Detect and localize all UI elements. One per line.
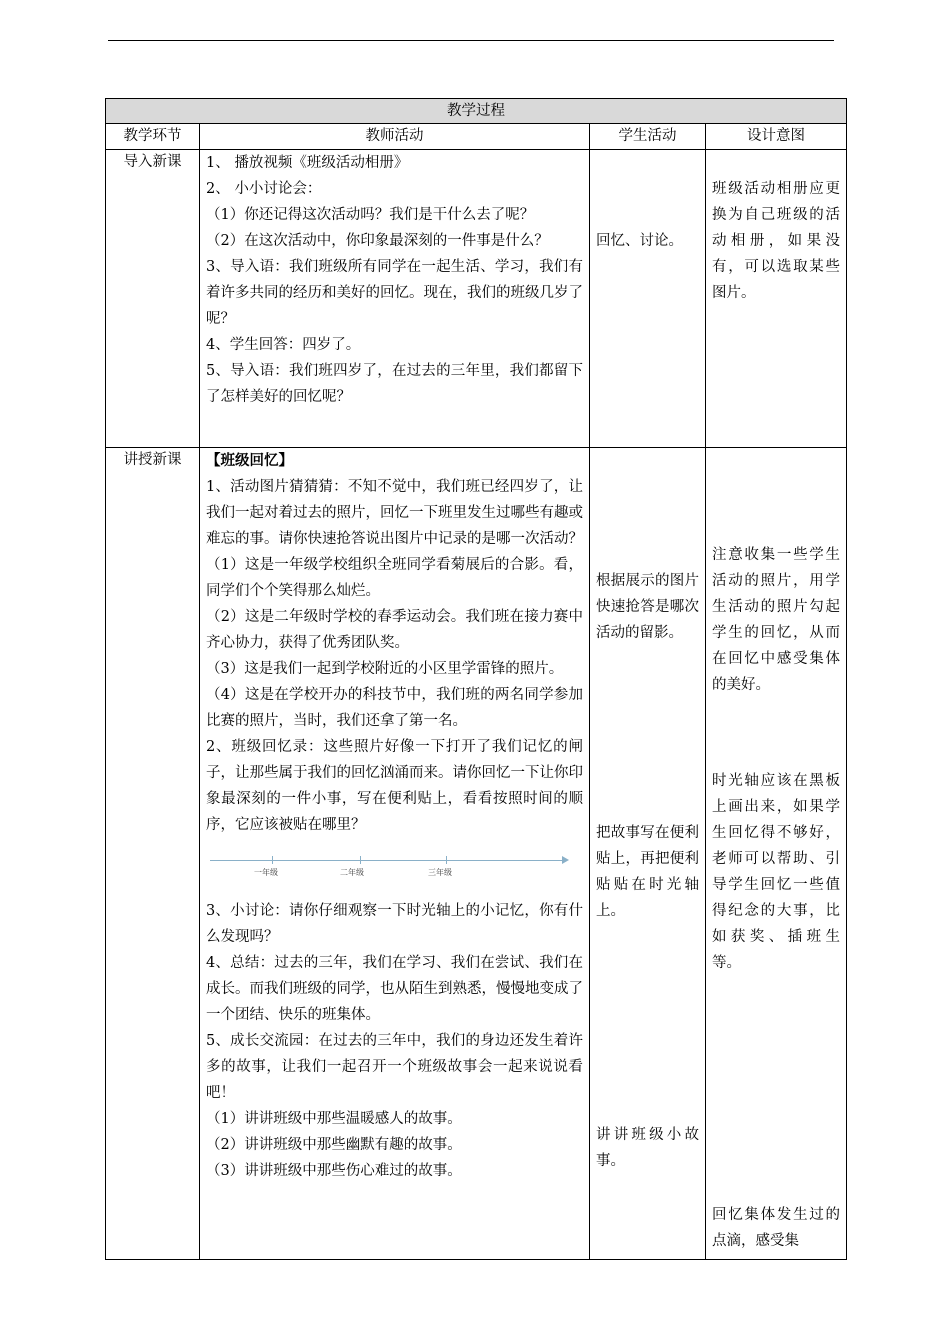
lesson-design-1: 注意收集一些学生活动的照片，用学生活动的照片勾起学生的回忆，从而在回忆中感受集体的美好。 xyxy=(712,547,840,693)
story-topic-2: （2）讲讲班级中那些幽默有趣的故事。 xyxy=(206,1137,462,1153)
timeline-axis xyxy=(210,860,566,861)
stage-intro: 导入新课 xyxy=(106,150,200,448)
lesson-student-1: 根据展示的图片快速抢答是哪次活动的留影。 xyxy=(596,573,699,641)
intro-step-5: 5、导入语：我们班四岁了，在过去的三年里，我们都留下了怎样美好的回忆呢？ xyxy=(206,363,583,405)
teacher-activity-lesson xyxy=(200,448,590,1260)
intro-step-2: 2、 小小讨论会： xyxy=(206,181,322,197)
lesson-photo-2: （2）这是二年级时学校的春季运动会。我们班在接力赛中齐心协力，获得了优秀团队奖。 xyxy=(206,609,583,651)
teaching-process-table xyxy=(105,98,847,1260)
timeline-image xyxy=(210,846,574,892)
table-row-lesson xyxy=(106,448,847,1260)
intro-question-2: （2）在这次活动中，你印象最深刻的一件事是什么？ xyxy=(206,233,549,249)
student-activity-intro xyxy=(590,150,706,448)
lesson-design-3: 回忆集体发生过的点滴，感受集 xyxy=(712,1207,840,1249)
lesson-design-2: 时光轴应该在黑板上画出来，如果学生回忆得不够好，老师可以帮助、引导学生回忆一些值得纪念的大事，比如获奖、插班生等。 xyxy=(712,773,840,971)
timeline-tick xyxy=(272,856,273,864)
timeline-label-grade3: 三年级 xyxy=(428,868,452,877)
section-title: 【班级回忆】 xyxy=(206,452,293,469)
design-intent-lesson xyxy=(706,448,847,1260)
timeline-tick xyxy=(446,856,447,864)
table-row-intro xyxy=(106,150,847,448)
table-header-row xyxy=(106,124,847,150)
timeline-label-grade1: 一年级 xyxy=(254,868,278,877)
header-stage: 教学环节 xyxy=(106,124,200,150)
stage-lesson: 讲授新课 xyxy=(106,448,200,1260)
header-design-intent: 设计意图 xyxy=(706,124,847,150)
teacher-activity-intro xyxy=(200,150,590,448)
header-teacher-activity: 教师活动 xyxy=(200,124,590,150)
lesson-step-5: 5、成长交流园：在过去的三年中，我们的身边还发生着许多的故事，让我们一起召开一个班级故事会一起来说说看吧！ xyxy=(206,1033,583,1101)
table-title: 教学过程 xyxy=(106,99,847,124)
design-intent-intro xyxy=(706,150,847,448)
lesson-photo-1: （1）这是一年级学校组织全班同学看菊展后的合影。看，同学们个个笑得那么灿烂。 xyxy=(206,557,583,599)
lesson-student-2: 把故事写在便利贴上，再把便利贴贴在时光轴上。 xyxy=(596,825,699,919)
table-title-row xyxy=(106,99,847,124)
timeline-label-grade2: 二年级 xyxy=(340,868,364,877)
story-topic-1: （1）讲讲班级中那些温暖感人的故事。 xyxy=(206,1111,462,1127)
lesson-photo-3: （3）这是我们一起到学校附近的小区里学雷锋的照片。 xyxy=(206,661,564,677)
lesson-step-1: 1、活动图片猜猜猜：不知不觉中，我们班已经四岁了，让我们一起对着过去的照片，回忆一下班里发生过哪些有趣或难忘的事。请你快速抢答说出图片中记录的是哪一次活动？ xyxy=(206,479,583,547)
intro-step-4: 4、学生回答：四岁了。 xyxy=(206,337,361,353)
intro-design-text: 班级活动相册应更换为自己班级的活动相册，如果没有，可以选取某些图片。 xyxy=(712,181,840,301)
lesson-photo-4: （4）这是在学校开办的科技节中，我们班的两名同学参加比赛的照片，当时，我们还拿了第一名。 xyxy=(206,687,583,729)
lesson-step-2: 2、班级回忆录：这些照片好像一下打开了我们记忆的闸子，让那些属于我们的回忆汹涌而来。请你回忆一下让你印象最深刻的一件小事，写在便利贴上，看看按照时间的顺序，它应该被贴在哪里？ xyxy=(206,739,583,833)
intro-step-1: 1、 播放视频《班级活动相册》 xyxy=(206,155,409,171)
header-student-activity: 学生活动 xyxy=(590,124,706,150)
lesson-step-3: 3、小讨论：请你仔细观察一下时光轴上的小记忆，你有什么发现吗？ xyxy=(206,903,583,945)
timeline-tick xyxy=(360,856,361,864)
intro-student-text: 回忆、讨论。 xyxy=(596,233,683,249)
lesson-student-3: 讲讲班级小故事。 xyxy=(596,1127,699,1169)
intro-question-1: （1）你还记得这次活动吗？我们是干什么去了呢？ xyxy=(206,207,535,223)
timeline-arrow-icon xyxy=(562,856,569,864)
story-topic-3: （3）讲讲班级中那些伤心难过的故事。 xyxy=(206,1163,462,1179)
lesson-step-4: 4、总结：过去的三年，我们在学习、我们在尝试、我们在成长。而我们班级的同学，也从陌生到熟悉，慢慢地变成了一个团结、快乐的班集体。 xyxy=(206,955,583,1023)
student-activity-lesson xyxy=(590,448,706,1260)
header-rule xyxy=(108,40,834,41)
intro-step-3: 3、导入语：我们班级所有同学在一起生活、学习，我们有着许多共同的经历和美好的回忆。现在，我们的班级几岁了呢？ xyxy=(206,259,583,327)
